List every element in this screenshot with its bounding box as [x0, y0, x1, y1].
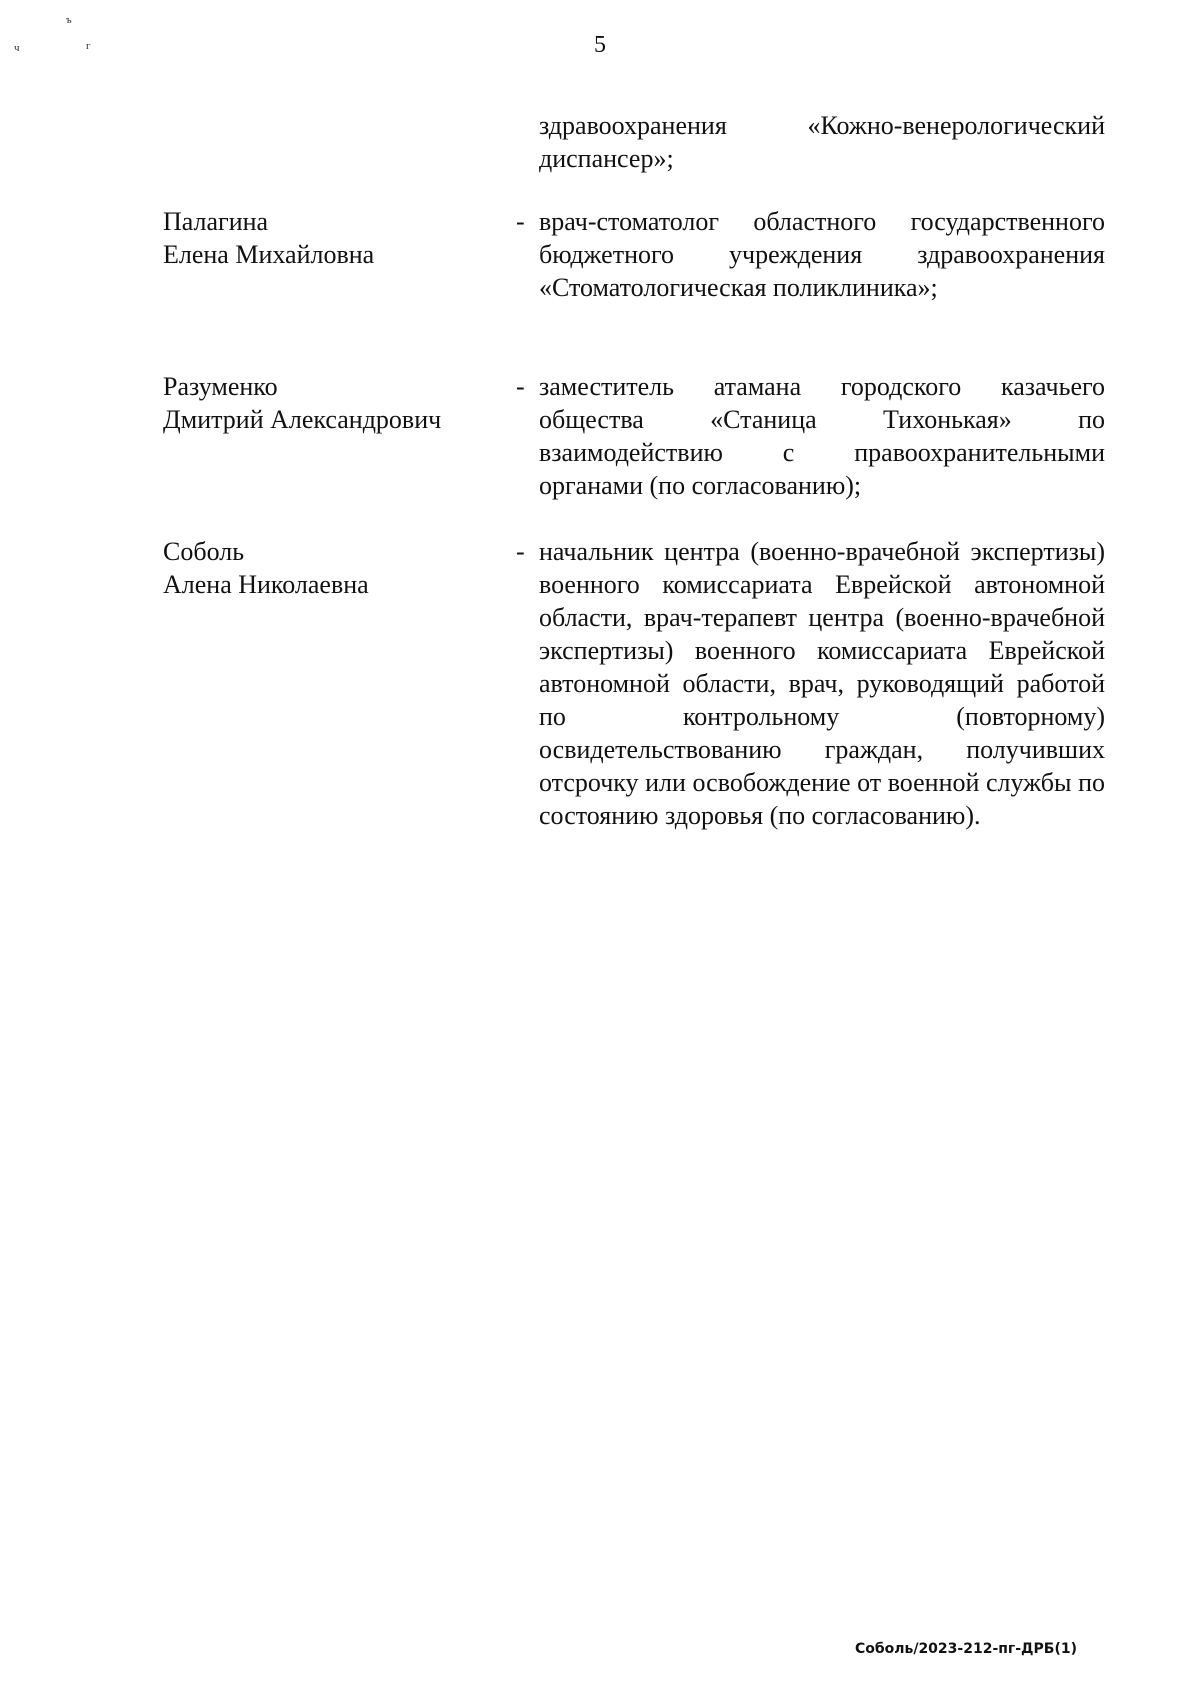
scan-speck: ч: [14, 42, 20, 54]
member-name: [163, 370, 503, 436]
entry-dash: -: [516, 537, 525, 566]
member-given-names: Елена Михайловна: [163, 240, 375, 269]
member-description: врач-стоматолог областного государственного бюджетного учреждения здравоохранения «Стоматологическая поликлиника»;: [539, 207, 1105, 302]
member-surname: Палагина: [163, 207, 269, 236]
member-description: начальник центра (военно-врачебной экспертизы) военного комиссариата Еврейской автономной области, врач-терапевт центра (военно-врачебной экспертизы) военного комиссариата Еврейской автономной области, врач, руководящий работой по контрольному (повторному) освидетельствованию граждан, получивших отсрочку или освобождение от военной службы по состоянию здоровья (по согласованию).: [539, 537, 1105, 830]
document-reference-code: Соболь/2023-212-пг-ДРБ(1): [854, 1641, 1077, 1657]
entry-dash: -: [516, 372, 525, 401]
member-name: [163, 205, 503, 271]
scan-speck: ъ: [66, 14, 72, 26]
page-number: 5: [594, 32, 606, 58]
member-given-names: Дмитрий Александрович: [163, 405, 442, 434]
scan-speck: г: [86, 40, 91, 52]
continued-description: здравоохранения «Кожно-венерологический диспансер»;: [539, 111, 1105, 173]
member-name: [163, 535, 503, 601]
member-given-names: Алена Николаевна: [163, 570, 369, 599]
entry-dash: -: [516, 207, 525, 236]
member-surname: Разуменко: [163, 372, 278, 401]
member-surname: Соболь: [163, 537, 245, 566]
member-description: заместитель атамана городского казачьего общества «Станица Тихонькая» по взаимодействию с правоохранительными органами (по согласованию);: [539, 372, 1105, 500]
